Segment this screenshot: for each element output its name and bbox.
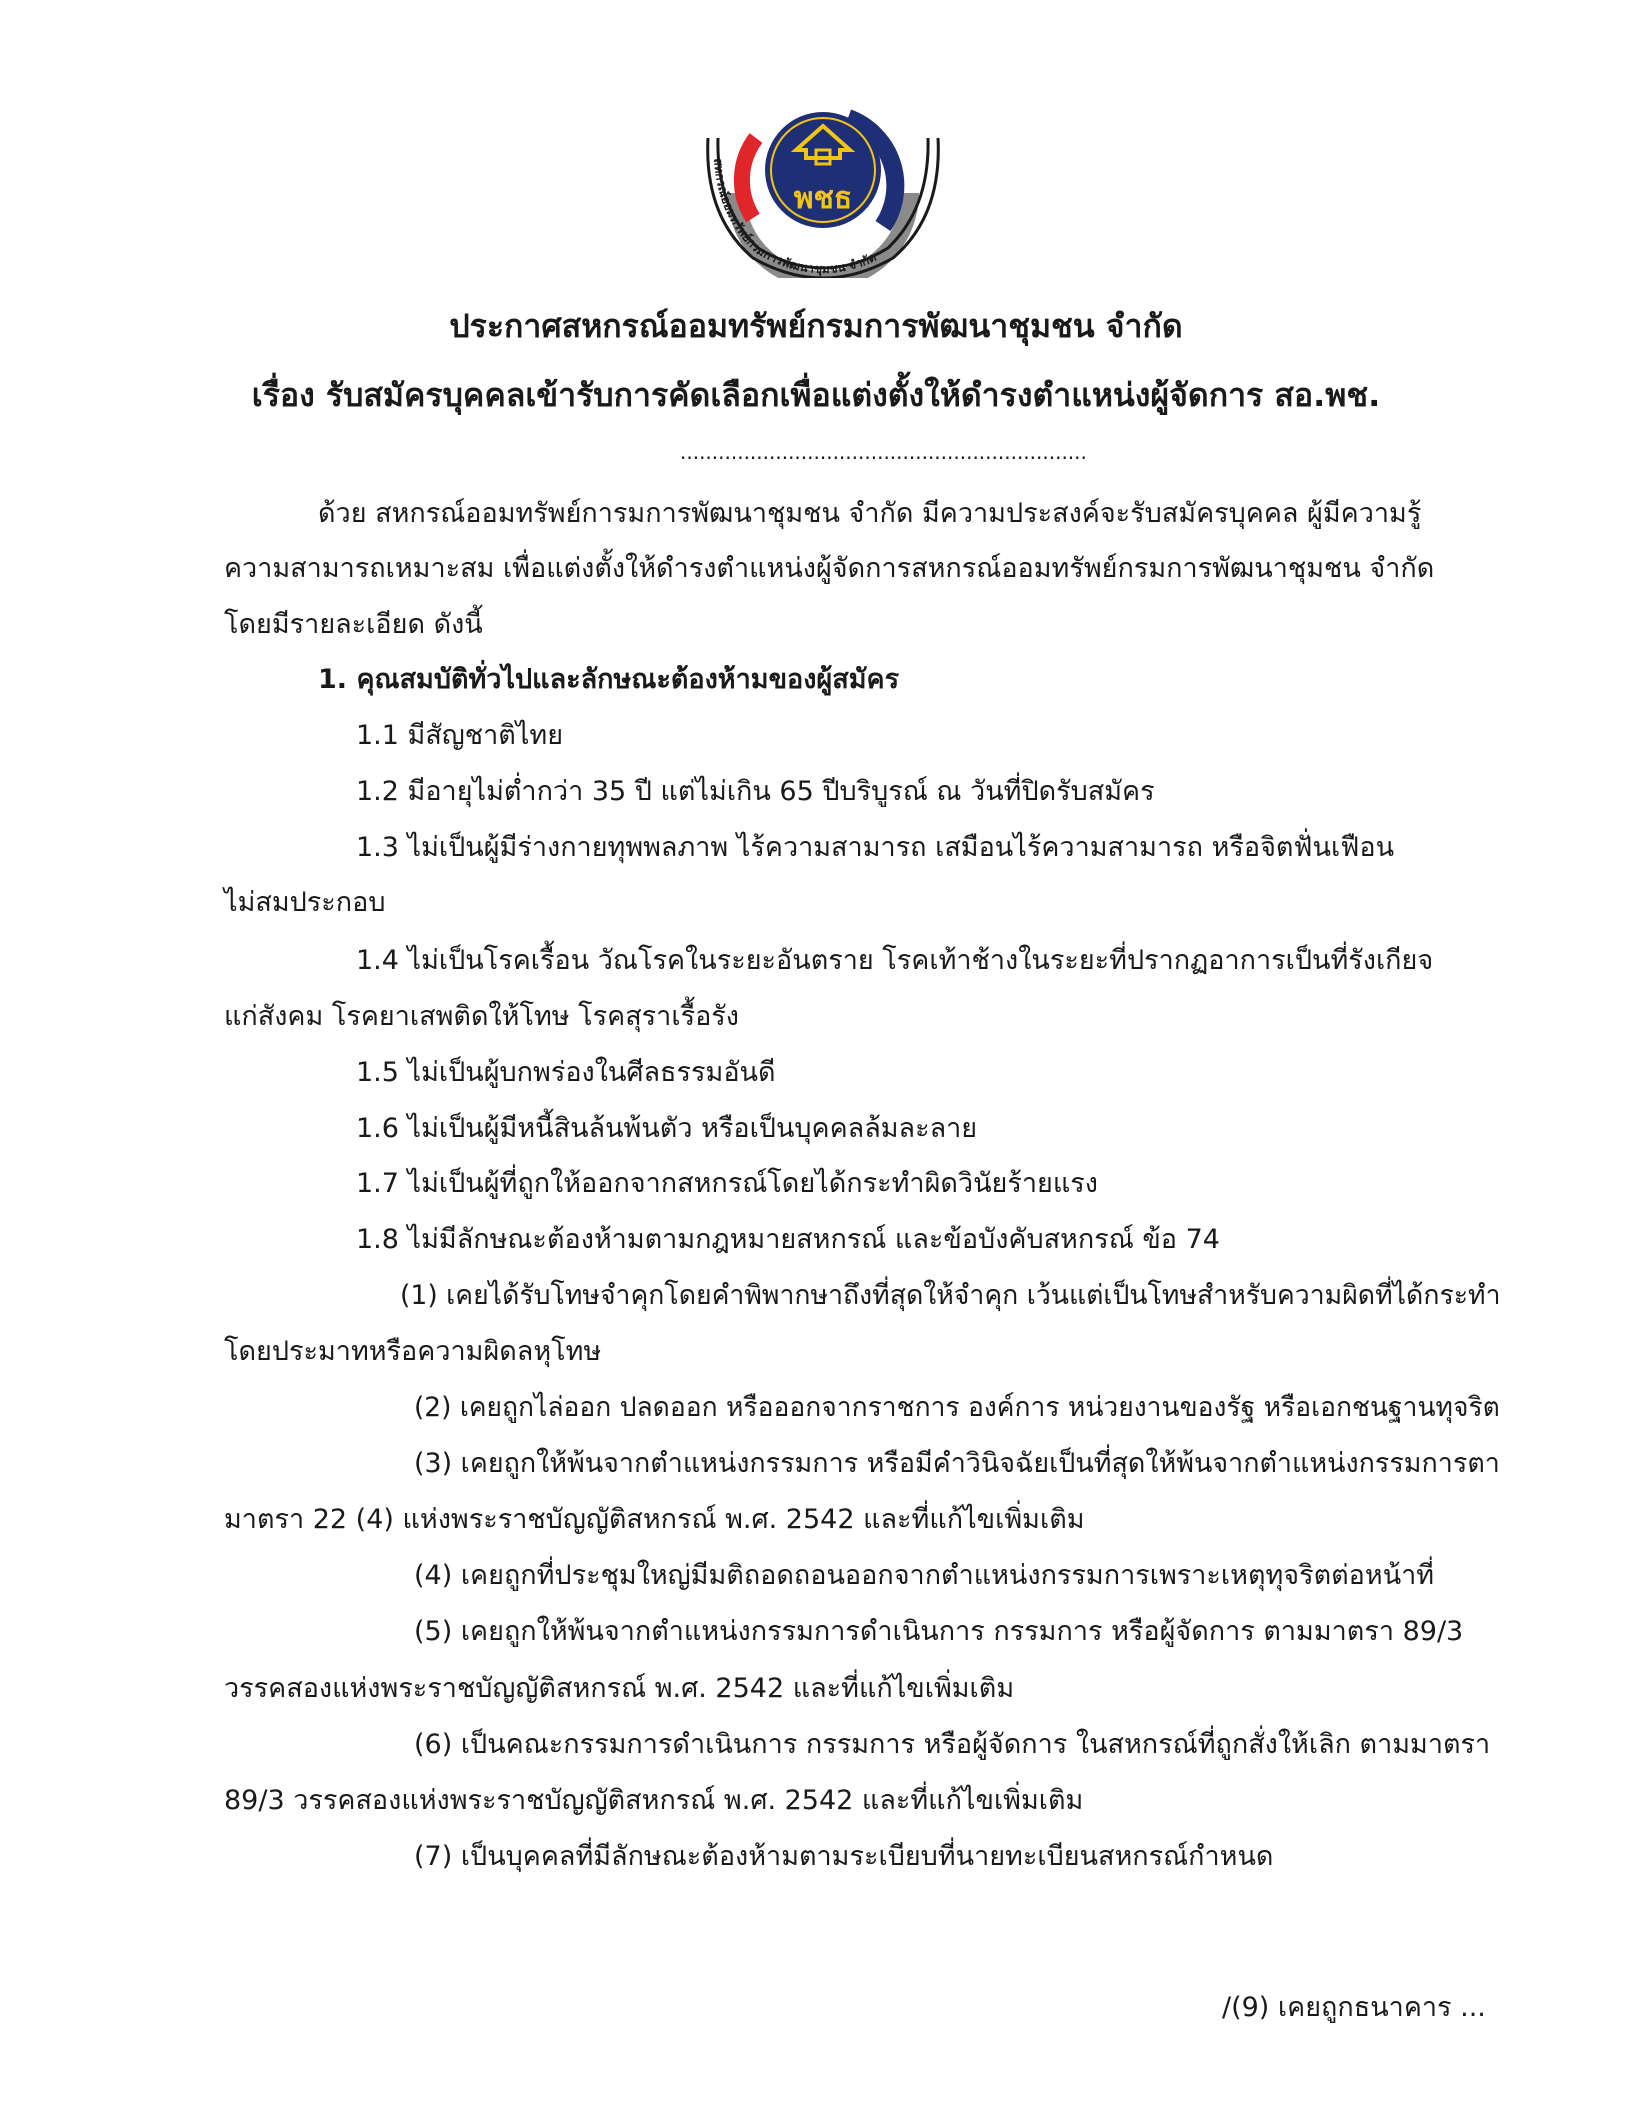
sub-item: (3) เคยถูกให้พ้นจากตำแหน่งกรรมการ หรือมีคำวินิจฉัยเป็นที่สุดให้พ้นจากตำแหน่งกรรมการตา: [414, 1448, 1500, 1479]
sub-item: (7) เป็นบุคคลที่มีลักษณะต้องห้ามตามระเบียบที่นายทะเบียนสหกรณ์กำหนด: [414, 1841, 1274, 1872]
sub-item: (4) เคยถูกที่ประชุมใหญ่มีมติถอดถอนออกจากตำแหน่งกรรมการเพราะเหตุทุจริตต่อหน้าที่: [414, 1560, 1435, 1591]
sub-item: (5) เคยถูกให้พ้นจากตำแหน่งกรรมการดำเนินการ กรรมการ หรือผู้จัดการ ตามมาตรา 89/3: [414, 1616, 1464, 1647]
section-heading: 1. คุณสมบัติทั่วไปและลักษณะต้องห้ามของผู้สมัคร: [318, 664, 900, 695]
sub-item-continuation: โดยประมาทหรือความผิดลหุโทษ: [224, 1336, 602, 1367]
page-continuation: /(9) เคยถูกธนาคาร ...: [1222, 1992, 1486, 2023]
sub-item: (1) เคยได้รับโทษจำคุกโดยคำพิพากษาถึงที่สุดให้จำคุก เว้นแต่เป็นโทษสำหรับความผิดที่ได้กระทำ: [400, 1280, 1501, 1311]
list-item-continuation: ไม่สมประกอบ: [224, 887, 386, 918]
document-subject: เรื่อง รับสมัครบุคคลเข้ารับการคัดเลือกเพื่อแต่งตั้งให้ดำรงตำแหน่งผู้จัดการ สอ.พช.: [251, 376, 1381, 414]
sub-item-continuation: 89/3 วรรคสองแห่งพระราชบัญญัติสหกรณ์ พ.ศ. 2542 และที่แก้ไขเพิ่มเติม: [224, 1785, 1084, 1816]
logo-center-text: พชธ: [793, 181, 853, 216]
list-item: 1.1 มีสัญชาติไทย: [356, 720, 564, 751]
intro-line: ความสามารถเหมาะสม เพื่อแต่งตั้งให้ดำรงตำแหน่งผู้จัดการสหกรณ์ออมทรัพย์กรมการพัฒนาชุมชน จำกัด: [224, 553, 1435, 584]
list-item: 1.8 ไม่มีลักษณะต้องห้ามตามกฎหมายสหกรณ์ และข้อบังคับสหกรณ์ ข้อ 74: [356, 1224, 1220, 1255]
list-item-continuation: แก่สังคม โรคยาเสพติดให้โทษ โรคสุราเรื้อรัง: [224, 1001, 739, 1032]
title-separator: ................................................................: [680, 440, 1087, 464]
sub-item: (2) เคยถูกไล่ออก ปลดออก หรือออกจากราชการ องค์การ หน่วยงานของรัฐ หรือเอกชนฐานทุจริต: [414, 1392, 1500, 1423]
sub-item: (6) เป็นคณะกรรมการดำเนินการ กรรมการ หรือผู้จัดการ ในสหกรณ์ที่ถูกสั่งให้เลิก ตามมาตรา: [414, 1729, 1491, 1760]
list-item: 1.5 ไม่เป็นผู้บกพร่องในศีลธรรมอันดี: [356, 1057, 776, 1088]
logo-ribbon-text: สหกรณ์ออมทรัพย์กรมการพัฒนาชุมชน จำกัด: [711, 157, 879, 277]
list-item: 1.3 ไม่เป็นผู้มีร่างกายทุพพลภาพ ไร้ความสามารถ เสมือนไร้ความสามารถ หรือจิตฟั่นเฟือน: [356, 832, 1395, 863]
list-item: 1.4 ไม่เป็นโรคเรื้อน วัณโรคในระยะอันตราย โรคเท้าช้างในระยะที่ปรากฏอาการเป็นที่รังเกียจ: [356, 945, 1434, 976]
cooperative-logo: [698, 98, 948, 278]
document-title: ประกาศสหกรณ์ออมทรัพย์กรมการพัฒนาชุมชน จำกัด: [449, 307, 1183, 345]
list-item: 1.6 ไม่เป็นผู้มีหนี้สินล้นพ้นตัว หรือเป็นบุคคลล้มละลาย: [356, 1113, 978, 1144]
intro-line: โดยมีรายละเอียด ดังนี้: [224, 609, 483, 640]
sub-item-continuation: มาตรา 22 (4) แห่งพระราชบัญญัติสหกรณ์ พ.ศ. 2542 และที่แก้ไขเพิ่มเติม: [224, 1504, 1085, 1535]
list-item: 1.7 ไม่เป็นผู้ที่ถูกให้ออกจากสหกรณ์โดยได้กระทำผิดวินัยร้ายแรง: [356, 1168, 1098, 1199]
intro-line: ด้วย สหกรณ์ออมทรัพย์การมการพัฒนาชุมชน จำกัด มีความประสงค์จะรับสมัครบุคคล ผู้มีความรู้: [318, 498, 1422, 529]
sub-item-continuation: วรรคสองแห่งพระราชบัญญัติสหกรณ์ พ.ศ. 2542 และที่แก้ไขเพิ่มเติม: [224, 1673, 1015, 1704]
list-item: 1.2 มีอายุไม่ต่ำกว่า 35 ปี แต่ไม่เกิน 65 ปีบริบูรณ์ ณ วันที่ปิดรับสมัคร: [356, 776, 1155, 807]
